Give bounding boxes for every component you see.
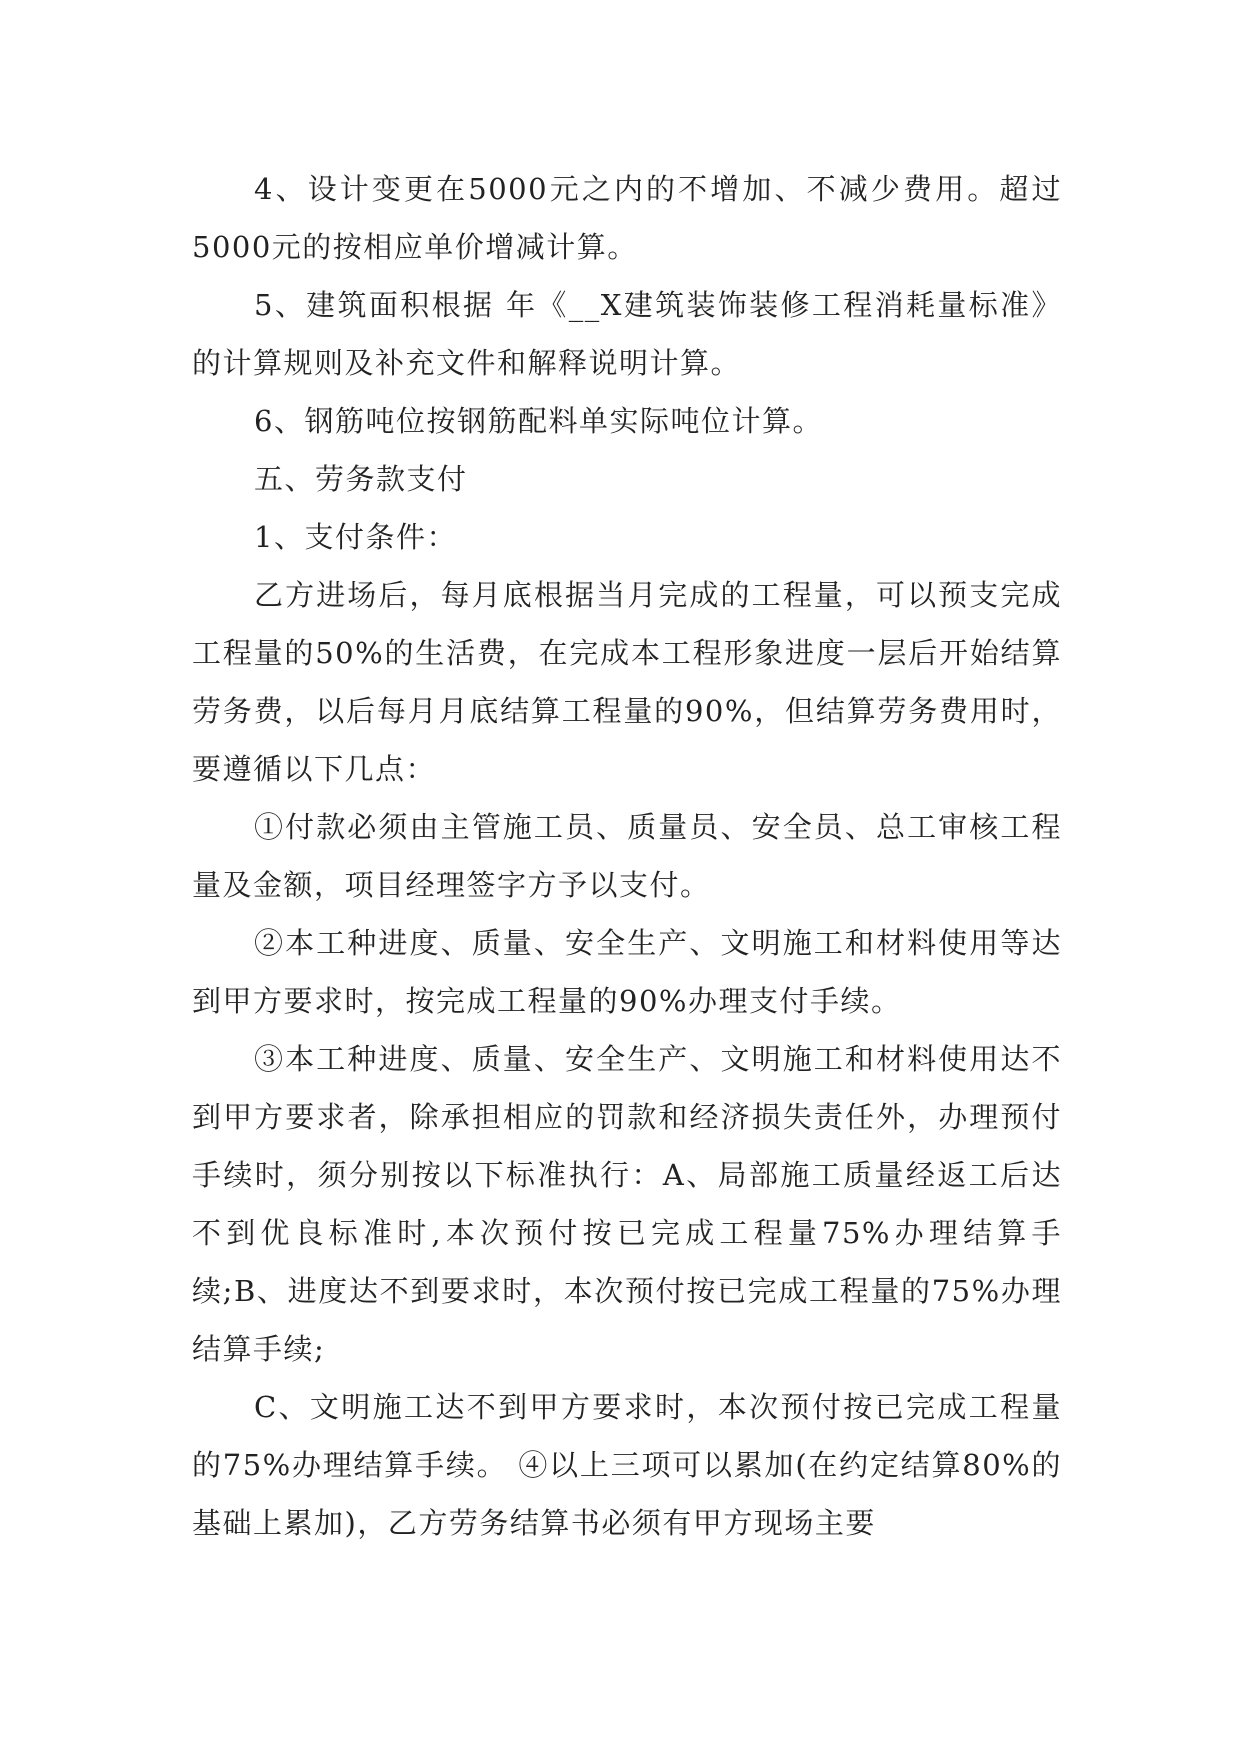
subheading-payment-conditions: 1、支付条件：	[254, 520, 457, 554]
paragraph-item-1: ①付款必须由主管施工员、质量员、安全员、总工审核工程量及金额，项目经理签字方予以支付。	[192, 810, 1062, 902]
paragraph-rebar-tonnage: 6、钢筋吨位按钢筋配料单实际吨位计算。	[254, 404, 823, 438]
document-body	[192, 160, 1062, 1552]
section-heading-labor-payment: 五、劳务款支付	[254, 462, 468, 496]
paragraph-monthly-advance: 乙方进场后，每月底根据当月完成的工程量，可以预支完成工程量的50%的生活费，在完成本工程形象进度一层后开始结算劳务费，以后每月月底结算工程量的90%，但结算劳务费用时，要遵循以下几点：	[192, 578, 1062, 786]
paragraph-building-area: 5、建筑面积根据 年《__X建筑装饰装修工程消耗量标准》的计算规则及补充文件和解释说明计算。	[192, 288, 1062, 380]
paragraph-design-change: 4、设计变更在5000元之内的不增加、不减少费用。超过5000元的按相应单价增减计算。	[192, 172, 1062, 264]
paragraph-item-c: C、文明施工达不到甲方要求时，本次预付按已完成工程量的75%办理结算手续。 ④以上三项可以累加(在约定结算80%的基础上累加)，乙方劳务结算书必须有甲方现场主要	[192, 1390, 1062, 1540]
paragraph-item-2: ②本工种进度、质量、安全生产、文明施工和材料使用等达到甲方要求时，按完成工程量的90%办理支付手续。	[192, 926, 1062, 1018]
paragraph-item-3: ③本工种进度、质量、安全生产、文明施工和材料使用达不到甲方要求者，除承担相应的罚款和经济损失责任外，办理预付手续时，须分别按以下标准执行：A、局部施工质量经返工后达不到优良标准时,本次预付按已完成工程量75%办理结算手续;B、进度达不到要求时，本次预付按已完成工程量的75%办理结算手续;	[192, 1042, 1062, 1366]
